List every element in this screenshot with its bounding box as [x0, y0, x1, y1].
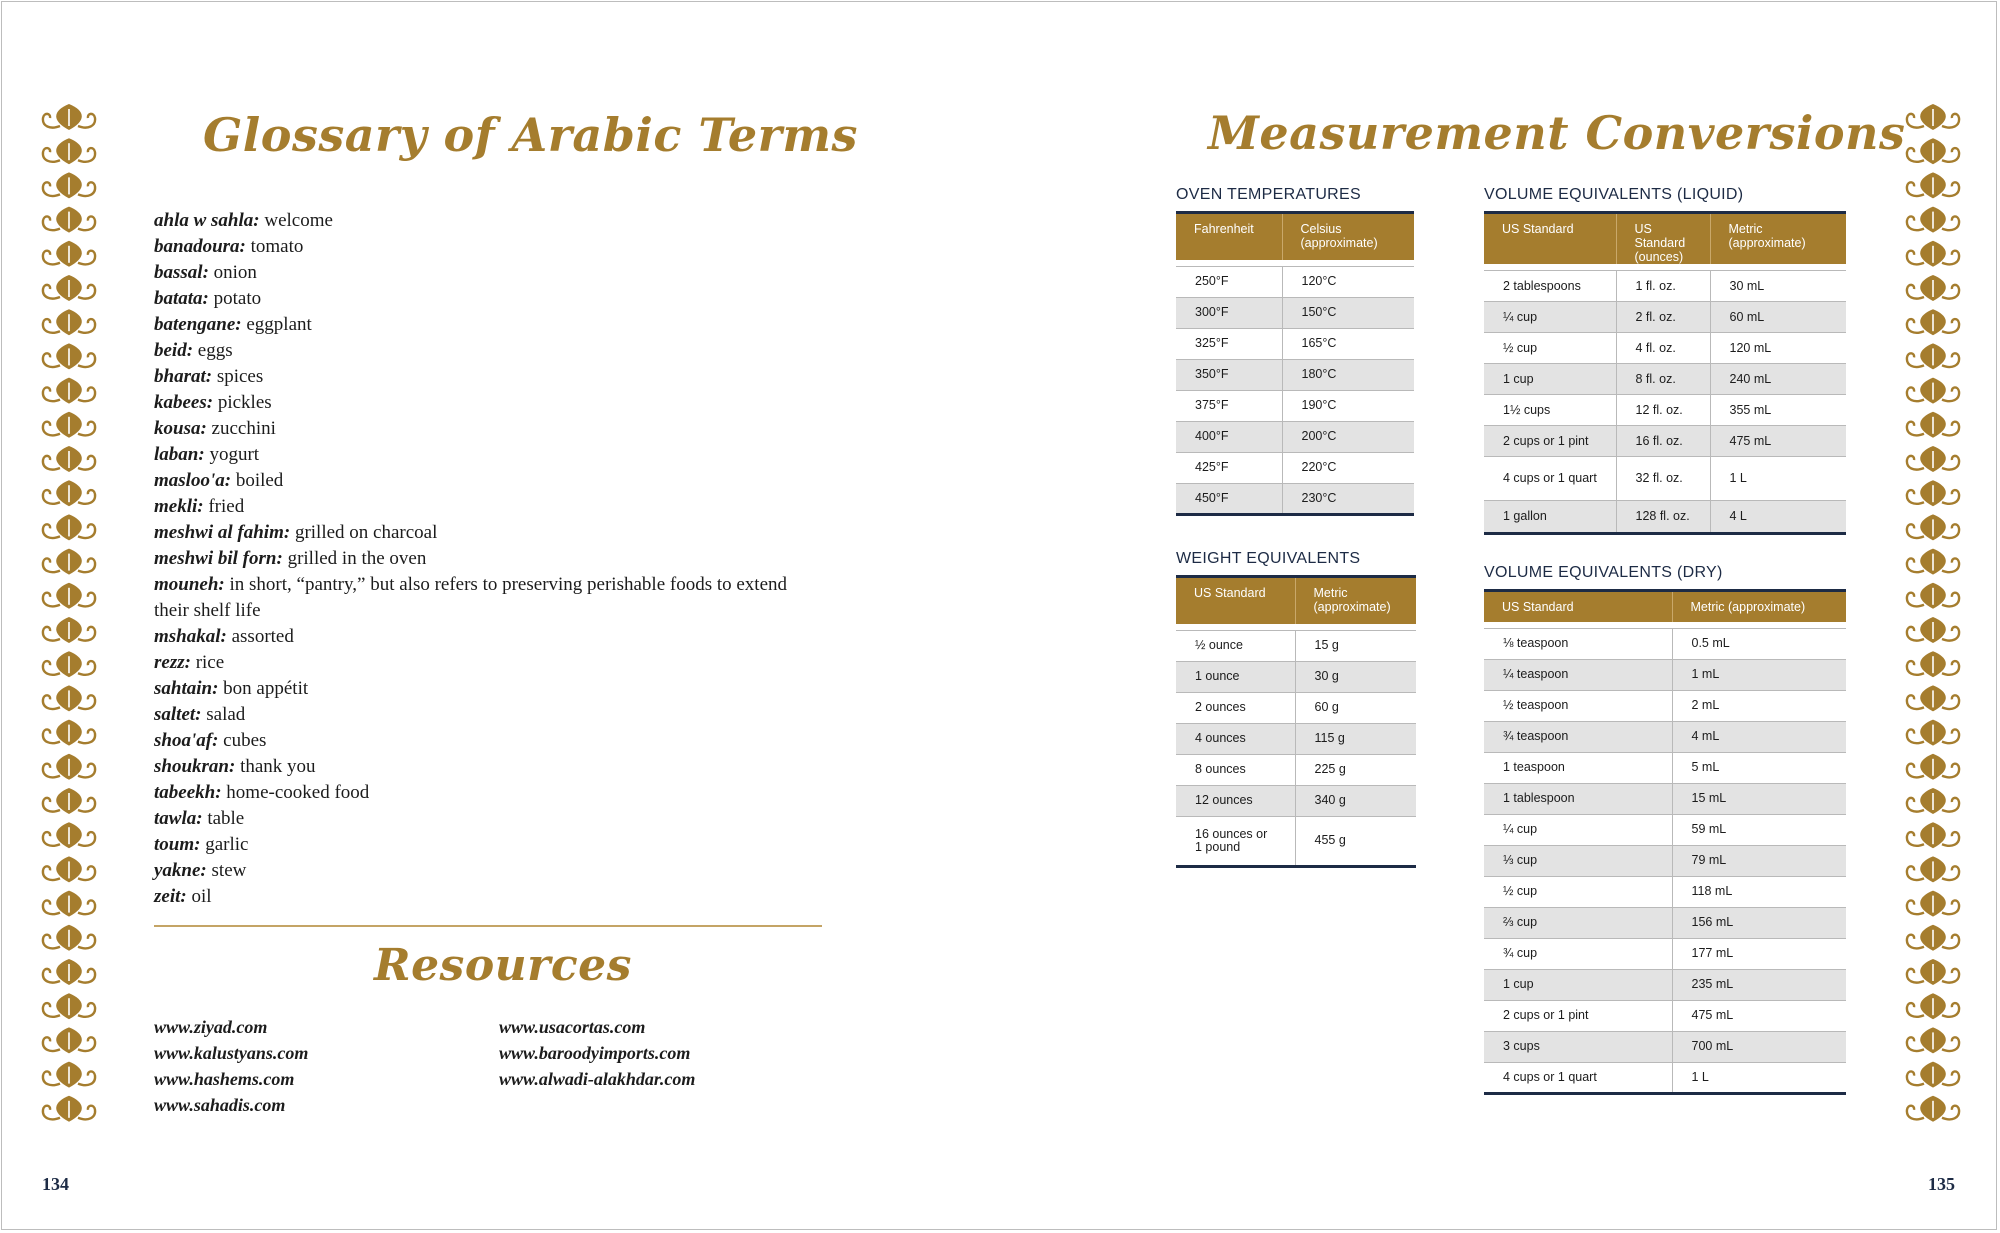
glossary-entry [154, 312, 804, 338]
table-row [1484, 659, 1846, 690]
resource-link[interactable]: www.ziyad.com [154, 1017, 268, 1037]
leaf-ornament-unit [1907, 241, 1959, 267]
table-cell: 2 cups or 1 pint [1484, 426, 1616, 457]
table-cell: 150°C [1282, 297, 1414, 328]
glossary-term: rezz: [154, 652, 191, 673]
table-row [1484, 1000, 1846, 1031]
glossary-definition: in short, “pantry,” but also refers to preserving perishable foods to extend their shelf life [154, 574, 788, 621]
glossary-definition: cubes [218, 730, 267, 751]
leaf-ornament-unit [1907, 275, 1959, 301]
table-cell: 2 mL [1672, 690, 1846, 721]
table-row [1484, 845, 1846, 876]
column-header: US Standard [1484, 591, 1672, 622]
glossary-term: saltet: [154, 704, 202, 725]
glossary-term: yakne: [154, 860, 207, 881]
glossary-definition: zucchini [206, 418, 276, 439]
table-cell: 4 cups or 1 quart [1484, 1062, 1672, 1093]
table-row [1176, 359, 1414, 390]
column-header: Celsius (approximate) [1282, 213, 1414, 260]
glossary-entry [154, 416, 804, 442]
glossary-term: kabees: [154, 392, 214, 413]
resources-column-1 [154, 1014, 308, 1118]
glossary-term: meshwi bil forn: [154, 548, 283, 569]
leaf-ornament-unit [1907, 549, 1959, 575]
leaf-ornament-unit [1907, 822, 1959, 848]
leaf-ornament-unit [43, 207, 95, 233]
leaf-ornament-unit [43, 1027, 95, 1053]
table-row [1484, 457, 1846, 501]
table-row [1484, 271, 1846, 302]
glossary-definition: stew [206, 860, 247, 881]
table-cell: ¼ cup [1484, 814, 1672, 845]
resource-link[interactable]: www.alwadi-alakhdar.com [499, 1069, 696, 1089]
table-cell: 30 mL [1710, 271, 1846, 302]
leaf-ornament-unit [43, 446, 95, 472]
leaf-ornament-unit [1907, 583, 1959, 609]
table-cell: 455 g [1295, 816, 1416, 866]
table-cell: 200°C [1282, 421, 1414, 452]
glossary-definition: grilled in the oven [282, 548, 427, 569]
glossary-entry [154, 364, 804, 390]
volume-dry-label: VOLUME EQUIVALENTS (DRY) [1484, 564, 1723, 581]
glossary-term: batata: [154, 288, 209, 309]
glossary-title: Glossary of Arabic Terms [203, 108, 858, 162]
glossary-definition: oil [186, 886, 212, 907]
table-row [1484, 628, 1846, 659]
leaf-ornament-unit [1907, 1096, 1959, 1122]
table-row [1484, 426, 1846, 457]
leaf-ornament-unit [43, 343, 95, 369]
glossary-term: masloo'a: [154, 470, 232, 491]
table-cell: 120 mL [1710, 333, 1846, 364]
table-cell: ½ cup [1484, 333, 1616, 364]
column-header: US Standard (ounces) [1616, 213, 1710, 265]
leaf-ornament-unit [43, 241, 95, 267]
glossary-entry [154, 286, 804, 312]
resource-link[interactable]: www.sahadis.com [154, 1095, 286, 1115]
leaf-ornament-unit [43, 309, 95, 335]
table-row [1484, 969, 1846, 1000]
leaf-ornament-unit [1907, 480, 1959, 506]
column-header: Fahrenheit [1176, 213, 1282, 260]
weight-equivalents-table [1176, 575, 1416, 868]
table-cell: 1½ cups [1484, 395, 1616, 426]
leaf-ornament-unit [43, 720, 95, 746]
table-cell: 1 gallon [1484, 501, 1616, 534]
table-cell: 250°F [1176, 266, 1282, 297]
table-cell: 475 mL [1710, 426, 1846, 457]
leaf-ornament-unit [43, 993, 95, 1019]
glossary-definition: table [202, 808, 245, 829]
table-row [1176, 785, 1416, 816]
table-cell: 16 fl. oz. [1616, 426, 1710, 457]
leaf-ornament-unit [1907, 378, 1959, 404]
table-row [1484, 876, 1846, 907]
measurement-title: Measurement Conversions [1208, 106, 1906, 160]
glossary-term: mshakal: [154, 626, 227, 647]
table-cell: 4 L [1710, 501, 1846, 534]
volume-dry-table [1484, 589, 1846, 1095]
leaf-ornament-unit [1907, 207, 1959, 233]
table-cell: 2 fl. oz. [1616, 302, 1710, 333]
section-divider [154, 925, 822, 927]
leaf-ornament-unit [1907, 104, 1959, 130]
glossary-definition: onion [208, 262, 257, 283]
column-header: Metric (approximate) [1295, 577, 1416, 624]
table-cell: ¾ cup [1484, 938, 1672, 969]
table-row [1176, 630, 1416, 661]
table-row [1176, 692, 1416, 723]
resource-link[interactable]: www.usacortas.com [499, 1017, 646, 1037]
table-cell: 425°F [1176, 452, 1282, 483]
glossary-definition: eggplant [241, 314, 312, 335]
glossary-list [154, 208, 804, 910]
oven-temperatures-table [1176, 211, 1414, 516]
table-row [1176, 390, 1414, 421]
glossary-entry [154, 338, 804, 364]
table-cell: 4 fl. oz. [1616, 333, 1710, 364]
table-row [1484, 907, 1846, 938]
table-row [1176, 483, 1414, 514]
table-cell: 340 g [1295, 785, 1416, 816]
leaf-ornament-unit [1907, 891, 1959, 917]
leaf-ornament-unit [1907, 685, 1959, 711]
glossary-term: sahtain: [154, 678, 219, 699]
glossary-entry [154, 676, 804, 702]
table-cell: 300°F [1176, 297, 1282, 328]
table-cell: ½ cup [1484, 876, 1672, 907]
table-cell: 180°C [1282, 359, 1414, 390]
table-cell: 355 mL [1710, 395, 1846, 426]
glossary-definition: eggs [193, 340, 233, 361]
glossary-term: ahla w sahla: [154, 210, 260, 231]
leaf-ornament-unit [1907, 514, 1959, 540]
table-cell: 325°F [1176, 328, 1282, 359]
table-cell: 60 g [1295, 692, 1416, 723]
table-row [1484, 752, 1846, 783]
leaf-ornament-unit [43, 583, 95, 609]
table-cell: 1 mL [1672, 659, 1846, 690]
table-cell: 8 ounces [1176, 754, 1295, 785]
resource-link[interactable]: www.kalustyans.com [154, 1043, 309, 1063]
leaf-ornament-unit [1907, 754, 1959, 780]
glossary-term: kousa: [154, 418, 207, 439]
glossary-term: laban: [154, 444, 205, 465]
glossary-definition: yogurt [204, 444, 260, 465]
table-row [1484, 333, 1846, 364]
table-cell: ⅓ cup [1484, 845, 1672, 876]
table-row [1176, 328, 1414, 359]
leaf-ornament-unit [43, 754, 95, 780]
table-cell: 32 fl. oz. [1616, 457, 1710, 501]
glossary-definition: garlic [200, 834, 249, 855]
glossary-definition: salad [201, 704, 246, 725]
table-cell: 400°F [1176, 421, 1282, 452]
table-cell: 12 ounces [1176, 785, 1295, 816]
table-row [1484, 364, 1846, 395]
table-cell: 115 g [1295, 723, 1416, 754]
table-cell: 15 mL [1672, 783, 1846, 814]
table-cell: 1 L [1710, 457, 1846, 501]
table-cell: 5 mL [1672, 752, 1846, 783]
table-cell: 30 g [1295, 661, 1416, 692]
table-row [1484, 783, 1846, 814]
column-header: Metric (approximate) [1710, 213, 1846, 265]
table-cell: 165°C [1282, 328, 1414, 359]
leaf-ornament-unit [43, 1062, 95, 1088]
glossary-entry [154, 780, 804, 806]
table-cell: 0.5 mL [1672, 628, 1846, 659]
table-cell: ¼ teaspoon [1484, 659, 1672, 690]
glossary-entry [154, 234, 804, 260]
table-cell: 1 cup [1484, 364, 1616, 395]
leaf-ornament-unit [43, 1096, 95, 1122]
glossary-term: meshwi al fahim: [154, 522, 291, 543]
table-row [1484, 690, 1846, 721]
resource-link[interactable]: www.hashems.com [154, 1069, 295, 1089]
table-cell: ¾ teaspoon [1484, 721, 1672, 752]
table-cell: 240 mL [1710, 364, 1846, 395]
leaf-scroll-ornament [1902, 100, 1964, 1125]
table-cell: 1 ounce [1176, 661, 1295, 692]
glossary-entry [154, 754, 804, 780]
resources-column-2 [499, 1014, 695, 1092]
table-cell: ½ ounce [1176, 630, 1295, 661]
leaf-ornament-unit [1907, 788, 1959, 814]
table-cell: 4 mL [1672, 721, 1846, 752]
table-cell: 12 fl. oz. [1616, 395, 1710, 426]
table-row [1176, 297, 1414, 328]
glossary-term: tabeekh: [154, 782, 222, 803]
table-row [1176, 816, 1416, 866]
leaf-ornament-unit [1907, 925, 1959, 951]
column-header: US Standard [1176, 577, 1295, 624]
glossary-entry [154, 884, 804, 910]
table-cell: 375°F [1176, 390, 1282, 421]
table-row [1176, 266, 1414, 297]
glossary-entry [154, 520, 804, 546]
table-cell: 450°F [1176, 483, 1282, 514]
leaf-ornament-unit [1907, 617, 1959, 643]
table-row [1484, 302, 1846, 333]
glossary-term: mekli: [154, 496, 204, 517]
glossary-definition: rice [190, 652, 225, 673]
column-header: Metric (approximate) [1672, 591, 1846, 622]
glossary-entry [154, 442, 804, 468]
leaf-ornament-unit [43, 856, 95, 882]
table-cell: 1 fl. oz. [1616, 271, 1710, 302]
glossary-term: toum: [154, 834, 201, 855]
leaf-ornament-unit [43, 822, 95, 848]
table-cell: 190°C [1282, 390, 1414, 421]
table-row [1176, 452, 1414, 483]
leaf-ornament-unit [43, 891, 95, 917]
glossary-term: zeit: [154, 886, 187, 907]
leaf-ornament-unit [43, 617, 95, 643]
table-cell: 4 ounces [1176, 723, 1295, 754]
glossary-entry [154, 624, 804, 650]
glossary-entry [154, 806, 804, 832]
table-cell: 350°F [1176, 359, 1282, 390]
glossary-entry [154, 260, 804, 286]
table-cell: 79 mL [1672, 845, 1846, 876]
table-row [1176, 421, 1414, 452]
volume-liquid-table [1484, 211, 1846, 535]
table-cell: ⅛ teaspoon [1484, 628, 1672, 659]
glossary-entry [154, 546, 804, 572]
leaf-ornament-unit [43, 685, 95, 711]
leaf-ornament-unit [1907, 959, 1959, 985]
glossary-term: beid: [154, 340, 194, 361]
column-header: US Standard [1484, 213, 1616, 265]
glossary-entry [154, 494, 804, 520]
glossary-definition: welcome [259, 210, 333, 231]
volume-liquid-label: VOLUME EQUIVALENTS (LIQUID) [1484, 186, 1744, 203]
glossary-entry [154, 390, 804, 416]
leaf-ornament-unit [1907, 412, 1959, 438]
resource-link[interactable]: www.baroodyimports.com [499, 1043, 691, 1063]
table-cell: 475 mL [1672, 1000, 1846, 1031]
leaf-ornament-unit [1907, 172, 1959, 198]
glossary-definition: pickles [213, 392, 272, 413]
leaf-ornament-unit [1907, 138, 1959, 164]
glossary-definition: tomato [245, 236, 304, 257]
leaf-ornament-unit [43, 172, 95, 198]
resources-title: Resources [374, 940, 632, 991]
leaf-ornament-unit [43, 788, 95, 814]
table-cell: 128 fl. oz. [1616, 501, 1710, 534]
glossary-term: mouneh: [154, 574, 225, 595]
table-row [1484, 1062, 1846, 1093]
weight-equivalents-label: WEIGHT EQUIVALENTS [1176, 550, 1361, 567]
leaf-ornament-unit [43, 104, 95, 130]
table-cell: 118 mL [1672, 876, 1846, 907]
glossary-entry [154, 832, 804, 858]
leaf-ornament-unit [1907, 651, 1959, 677]
table-row [1176, 723, 1416, 754]
glossary-definition: spices [212, 366, 264, 387]
table-cell: 60 mL [1710, 302, 1846, 333]
leaf-ornament-unit [1907, 446, 1959, 472]
table-cell: 2 ounces [1176, 692, 1295, 723]
table-cell: 2 cups or 1 pint [1484, 1000, 1672, 1031]
table-row [1484, 501, 1846, 534]
oven-temperatures-label: OVEN TEMPERATURES [1176, 186, 1361, 203]
leaf-ornament-unit [43, 138, 95, 164]
glossary-definition: boiled [231, 470, 284, 491]
glossary-entry [154, 208, 804, 234]
table-cell: 3 cups [1484, 1031, 1672, 1062]
glossary-definition: fried [203, 496, 245, 517]
table-row [1484, 938, 1846, 969]
table-cell: 1 cup [1484, 969, 1672, 1000]
leaf-ornament-unit [43, 275, 95, 301]
table-cell: 8 fl. oz. [1616, 364, 1710, 395]
table-cell: 1 L [1672, 1062, 1846, 1093]
glossary-definition: assorted [226, 626, 294, 647]
table-row [1484, 1031, 1846, 1062]
table-cell: ⅔ cup [1484, 907, 1672, 938]
glossary-entry [154, 728, 804, 754]
table-cell: 59 mL [1672, 814, 1846, 845]
leaf-ornament-unit [43, 480, 95, 506]
leaf-ornament-unit [1907, 993, 1959, 1019]
glossary-entry [154, 572, 804, 624]
table-cell: 4 cups or 1 quart [1484, 457, 1616, 501]
glossary-term: batengane: [154, 314, 242, 335]
table-cell: 230°C [1282, 483, 1414, 514]
glossary-definition: thank you [235, 756, 316, 777]
table-cell: 1 teaspoon [1484, 752, 1672, 783]
table-cell: ½ teaspoon [1484, 690, 1672, 721]
glossary-term: banadoura: [154, 236, 246, 257]
glossary-term: shoa'af: [154, 730, 219, 751]
leaf-ornament-unit [43, 925, 95, 951]
glossary-definition: home-cooked food [221, 782, 370, 803]
table-row [1484, 814, 1846, 845]
leaf-scroll-ornament [38, 100, 100, 1125]
table-row [1484, 395, 1846, 426]
table-cell: 220°C [1282, 452, 1414, 483]
table-row [1176, 754, 1416, 785]
table-cell: 16 ounces or 1 pound [1176, 816, 1295, 866]
leaf-ornament-unit [43, 549, 95, 575]
table-cell: 1 tablespoon [1484, 783, 1672, 814]
leaf-ornament-unit [43, 412, 95, 438]
leaf-ornament-unit [1907, 309, 1959, 335]
table-cell: 177 mL [1672, 938, 1846, 969]
glossary-entry [154, 650, 804, 676]
leaf-ornament-unit [43, 378, 95, 404]
glossary-term: shoukran: [154, 756, 236, 777]
glossary-term: bassal: [154, 262, 209, 283]
leaf-ornament-border-left [38, 100, 100, 1125]
glossary-term: bharat: [154, 366, 213, 387]
leaf-ornament-unit [1907, 856, 1959, 882]
glossary-entry [154, 702, 804, 728]
leaf-ornament-unit [43, 959, 95, 985]
table-row [1484, 721, 1846, 752]
leaf-ornament-unit [1907, 1027, 1959, 1053]
table-cell: 15 g [1295, 630, 1416, 661]
leaf-ornament-unit [1907, 1062, 1959, 1088]
glossary-definition: potato [208, 288, 262, 309]
leaf-ornament-unit [43, 514, 95, 540]
leaf-ornament-unit [1907, 720, 1959, 746]
table-cell: 2 tablespoons [1484, 271, 1616, 302]
leaf-ornament-border-right [1902, 100, 1964, 1125]
table-cell: ¼ cup [1484, 302, 1616, 333]
glossary-definition: grilled on charcoal [290, 522, 438, 543]
glossary-definition: bon appétit [218, 678, 309, 699]
table-cell: 120°C [1282, 266, 1414, 297]
table-cell: 235 mL [1672, 969, 1846, 1000]
leaf-ornament-unit [43, 651, 95, 677]
glossary-term: tawla: [154, 808, 203, 829]
page-number-left: 134 [42, 1174, 69, 1194]
glossary-entry [154, 858, 804, 884]
table-row [1176, 661, 1416, 692]
table-cell: 156 mL [1672, 907, 1846, 938]
table-cell: 225 g [1295, 754, 1416, 785]
page-number-right: 135 [1928, 1174, 1955, 1194]
table-cell: 700 mL [1672, 1031, 1846, 1062]
glossary-entry [154, 468, 804, 494]
leaf-ornament-unit [1907, 343, 1959, 369]
